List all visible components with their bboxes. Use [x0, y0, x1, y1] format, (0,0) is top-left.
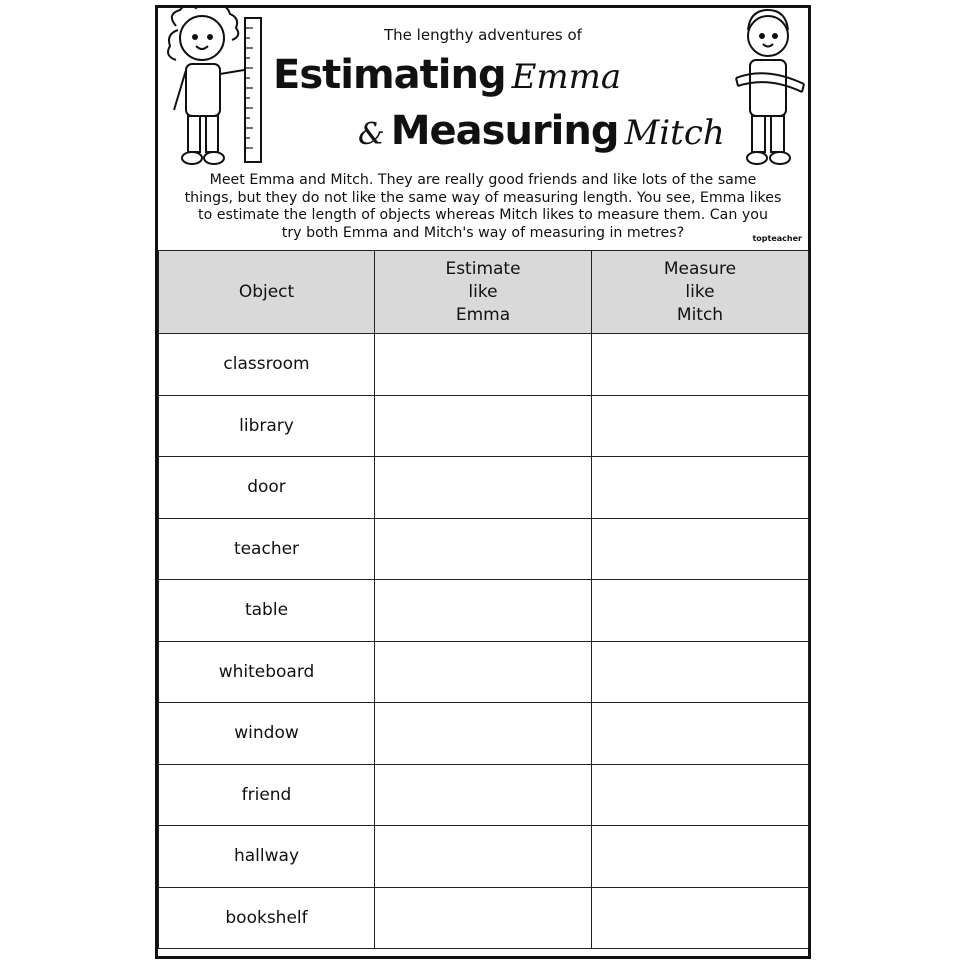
estimate-cell[interactable] — [375, 457, 592, 519]
object-cell: teacher — [159, 518, 375, 580]
title-mitch: Mitch — [624, 113, 725, 153]
table-row — [159, 641, 809, 703]
estimate-cell[interactable] — [375, 334, 592, 396]
object-cell: whiteboard — [159, 641, 375, 703]
title-line-2 — [358, 108, 738, 162]
table-row — [159, 518, 809, 580]
measure-cell[interactable] — [592, 703, 809, 765]
intro-line: try both Emma and Mitch's way of measuring in metres? — [281, 224, 685, 241]
object-cell: table — [159, 580, 375, 642]
worksheet — [155, 5, 811, 959]
table-row — [159, 457, 809, 519]
estimate-cell[interactable] — [375, 580, 592, 642]
estimate-cell[interactable] — [375, 764, 592, 826]
table-header-row — [159, 251, 809, 334]
object-cell: hallway — [159, 826, 375, 888]
measure-cell[interactable] — [592, 518, 809, 580]
intro-line: to estimate the length of objects whereas Mitch likes to measure them. Can you — [198, 207, 768, 223]
measure-cell[interactable] — [592, 395, 809, 457]
title-line-1 — [273, 52, 633, 106]
object-cell: library — [159, 395, 375, 457]
mitch-character-icon — [732, 8, 808, 170]
intro-line: Meet Emma and Mitch. They are really good friends and like lots of the same — [209, 172, 757, 188]
table-row — [159, 703, 809, 765]
table-row — [159, 395, 809, 457]
table-row — [159, 334, 809, 396]
title-estimating: Estimating — [273, 52, 506, 98]
header-measure-line: like — [685, 281, 715, 302]
brand-logo: topteacher — [752, 234, 802, 243]
header-measure-line: Mitch — [676, 304, 724, 325]
estimate-cell[interactable] — [375, 641, 592, 703]
measure-cell[interactable] — [592, 887, 809, 949]
measure-cell[interactable] — [592, 764, 809, 826]
table-row — [159, 580, 809, 642]
title-measuring: Measuring — [390, 108, 619, 154]
header-object: Object — [159, 251, 375, 334]
estimate-cell[interactable] — [375, 826, 592, 888]
intro-paragraph — [168, 172, 798, 242]
object-cell: door — [159, 457, 375, 519]
table-row — [159, 887, 809, 949]
object-cell: bookshelf — [159, 887, 375, 949]
measure-cell[interactable] — [592, 334, 809, 396]
measure-cell[interactable] — [592, 826, 809, 888]
table-row — [159, 826, 809, 888]
pre-title: The lengthy adventures of — [384, 26, 582, 44]
title-emma: Emma — [511, 57, 622, 97]
ruler-icon — [242, 16, 266, 164]
object-cell: window — [159, 703, 375, 765]
object-cell: friend — [159, 764, 375, 826]
measure-cell[interactable] — [592, 580, 809, 642]
estimate-cell[interactable] — [375, 395, 592, 457]
intro-line: things, but they do not like the same way of measuring length. You see, Emma likes — [184, 189, 782, 206]
measure-cell[interactable] — [592, 457, 809, 519]
header-measure — [592, 251, 809, 334]
header-estimate — [375, 251, 592, 334]
estimate-cell[interactable] — [375, 703, 592, 765]
worksheet-header — [158, 8, 808, 250]
title-ampersand: & — [358, 117, 385, 152]
estimate-cell[interactable] — [375, 518, 592, 580]
header-estimate-line: Estimate — [445, 258, 521, 279]
measure-cell[interactable] — [592, 641, 809, 703]
header-measure-line: Measure — [663, 258, 737, 279]
table-row — [159, 764, 809, 826]
estimate-cell[interactable] — [375, 887, 592, 949]
header-estimate-line: like — [468, 281, 498, 302]
object-cell: classroom — [159, 334, 375, 396]
measurement-table — [158, 250, 809, 949]
header-estimate-line: Emma — [455, 304, 511, 325]
